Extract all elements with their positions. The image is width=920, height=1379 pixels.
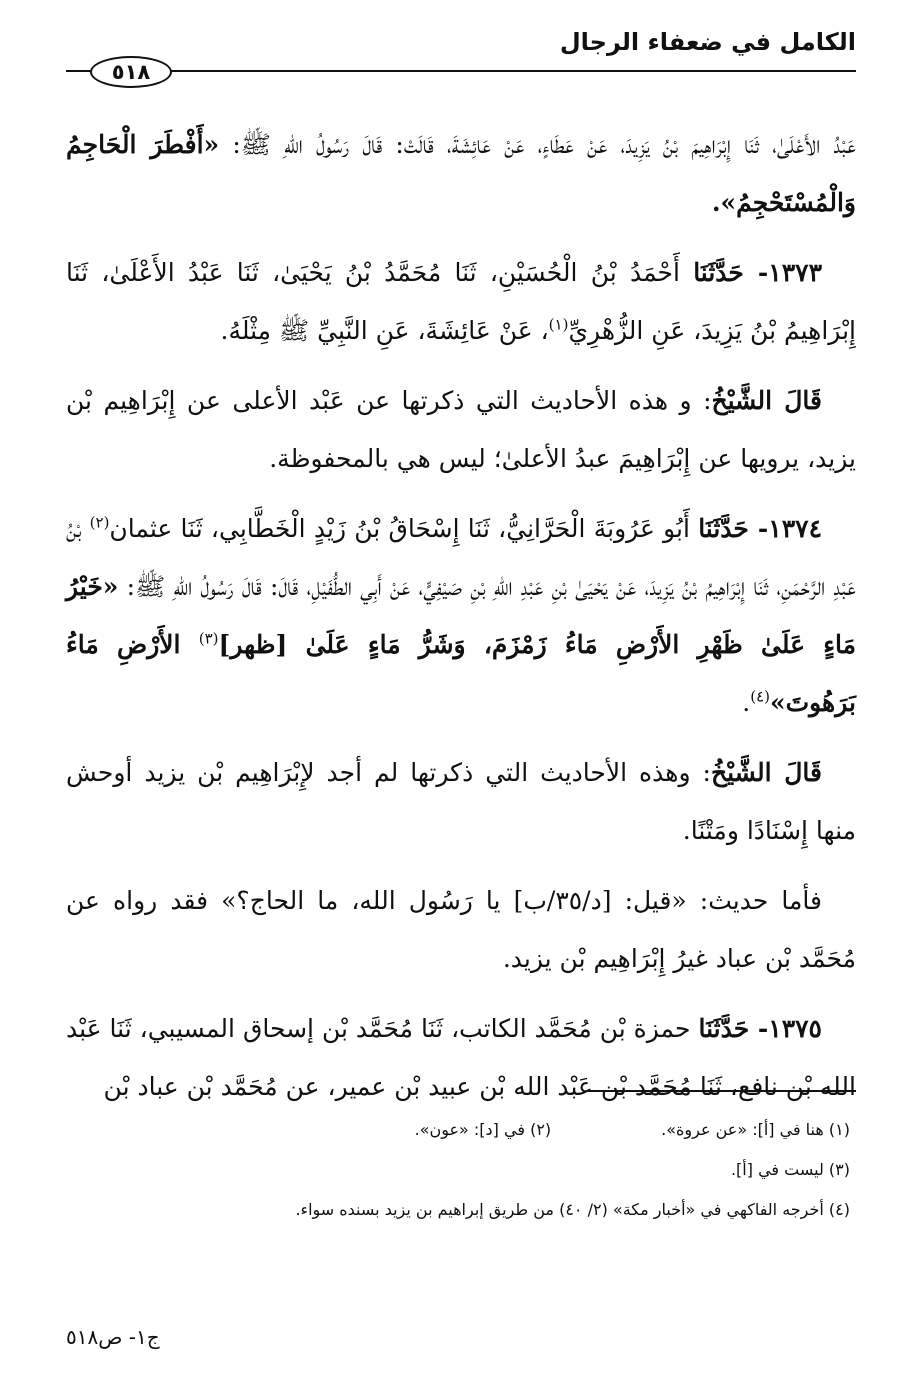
paragraph-continuation <box>66 116 856 232</box>
paragraph-text: : و هذه الأحاديث التي ذكرتها عن عَبْد الأعلى عن إِبْرَاهِيم بْن يزيد، يرويها عن إِبْرَاهِيمَ عبدُ الأعلىٰ؛ ليس هي بالمحفوظة. <box>66 386 856 473</box>
header-rule <box>66 70 856 72</box>
page-signature: ج١- ص٥١٨ <box>66 1325 160 1349</box>
footnote-1: (١) هنا في [أ]: «عن عروة». <box>661 1120 850 1139</box>
hadith-1373 <box>66 244 856 360</box>
footnote-ref-4: (٤) <box>750 687 770 706</box>
commentary-paragraph <box>66 872 856 988</box>
sheikh-label: قَالَ الشَّيْخُ <box>710 758 823 787</box>
hadith-number: ١٣٧٣- <box>743 258 822 287</box>
narration-keyword: حَدَّثَنَا <box>693 258 744 287</box>
paragraph-text: أَحْمَدُ بْنُ الْحُسَيْنِ، ثَنَا مُحَمَّدُ بْنُ يَحْيَىٰ، ثَنَا عَبْدُ الأَعْلَىٰ، ثَنَا إِبْرَاهِيمُ بْنُ يَزِيدَ، عَنِ الزُّهْرِيِّ <box>66 258 856 345</box>
footnote-ref-1: (١) <box>548 315 569 334</box>
narration-keyword: حَدَّثَنَا <box>698 514 749 543</box>
footnote-4: (٤) أخرجه الفاكهي في «أخبار مكة» (٢/ ٤٠) من طريق إبراهيم بن يزيد بسنده سواء. <box>295 1200 850 1219</box>
footnote-row <box>70 1110 850 1150</box>
paragraph-text: أَبُو عَرُوبَةَ الْحَرَّانِيُّ، ثَنَا إِسْحَاقُ بْنُ زَيْدٍ الْخَطَّابِي، ثَنَا عثمان <box>109 514 699 543</box>
paragraph-text: فأما حديث: «قيل: [د/٣٥/ب] يا رَسُول الله، ما الحاج؟» فقد رواه عن مُحَمَّد بْن عباد غيرُ إِبْرَاهِيم بْن يزيد. <box>66 886 856 973</box>
hadith-1375 <box>66 1000 856 1116</box>
paragraph-text: . <box>742 688 751 717</box>
paragraph-text: حمزة بْن مُحَمَّد الكاتب، ثَنَا مُحَمَّد بْن إسحاق المسيبي، ثَنَا عَبْد الله بْن نافع، ثَنَا مُحَمَّد بْن عَبْد الله بْن عبيد بْن عمير، عن مُحَمَّد بْن عباد بْن <box>66 1014 856 1101</box>
hadith-number: ١٣٧٤- <box>748 514 822 543</box>
page-number-badge: ٥١٨ <box>90 56 172 88</box>
paragraph-text: ، عَنْ عَائِشَةَ، عَنِ النَّبِيِّ ﷺ مِثْلَهُ. <box>220 316 549 345</box>
paragraph-text: بْنُ عَبْدِ الرَّحْمَنِ، ثَنَا إِبْرَاهِيمُ بْنُ يَزِيدَ، عَنْ يَحْيَىٰ بْنِ عَبْدِ اللهِ بْنِ صَيْفِيٍّ، عَنْ أَبِي الطُّفَيْلِ، قَالَ: قَالَ رَسُولُ اللهِ ﷺ: <box>66 514 856 601</box>
hadith-quote: «خَيْرُ مَاءٍ عَلَىٰ ظَهْرِ الأَرْضِ مَاءُ زَمْزَمَ، وَشَرُّ مَاءٍ عَلَىٰ [ظهر] <box>66 572 856 659</box>
footnote-rule <box>588 1090 856 1092</box>
footnote-3: (٣) ليست في [أ]. <box>730 1160 850 1179</box>
footnote-2: (٢) في [د]: «عون». <box>414 1120 552 1139</box>
footnote-ref-2: (٢) <box>89 513 110 532</box>
narration-keyword: حَدَّثَنَا <box>698 1014 750 1043</box>
main-text <box>66 116 856 1128</box>
hadith-quote: «أَفْطَرَ الْحَاجِمُ وَالْمُسْتَحْجِمُ». <box>66 130 856 217</box>
hadith-number: ١٣٧٥- <box>749 1014 822 1043</box>
sheikh-comment-2 <box>66 744 856 860</box>
footnotes <box>70 1110 850 1230</box>
hadith-1374 <box>66 500 856 732</box>
sheikh-label: قَالَ الشَّيْخُ <box>711 386 822 415</box>
paragraph-text: : وهذه الأحاديث التي ذكرتها لم أجد لإِبْرَاهِيم بْن يزيد أوحش منها إِسْنَادًا ومَتْنًا. <box>66 758 856 845</box>
running-title: الكامل في ضعفاء الرجال <box>559 28 856 56</box>
paragraph-text: عَبْدُ الأَعْلَىٰ، ثَنَا إِبْرَاهِيمَ بْنُ يَزِيدَ، عَنْ عَطَاءٍ، عَنْ عَائِشَةَ، قَالَتْ: قَالَ رَسُولُ اللهِ ﷺ: <box>219 130 856 159</box>
sheikh-comment-1 <box>66 372 856 488</box>
footnote-ref-3: (٣) <box>198 629 219 648</box>
hadith-quote: الأَرْضِ مَاءُ بَرَهُوتَ» <box>66 630 856 717</box>
